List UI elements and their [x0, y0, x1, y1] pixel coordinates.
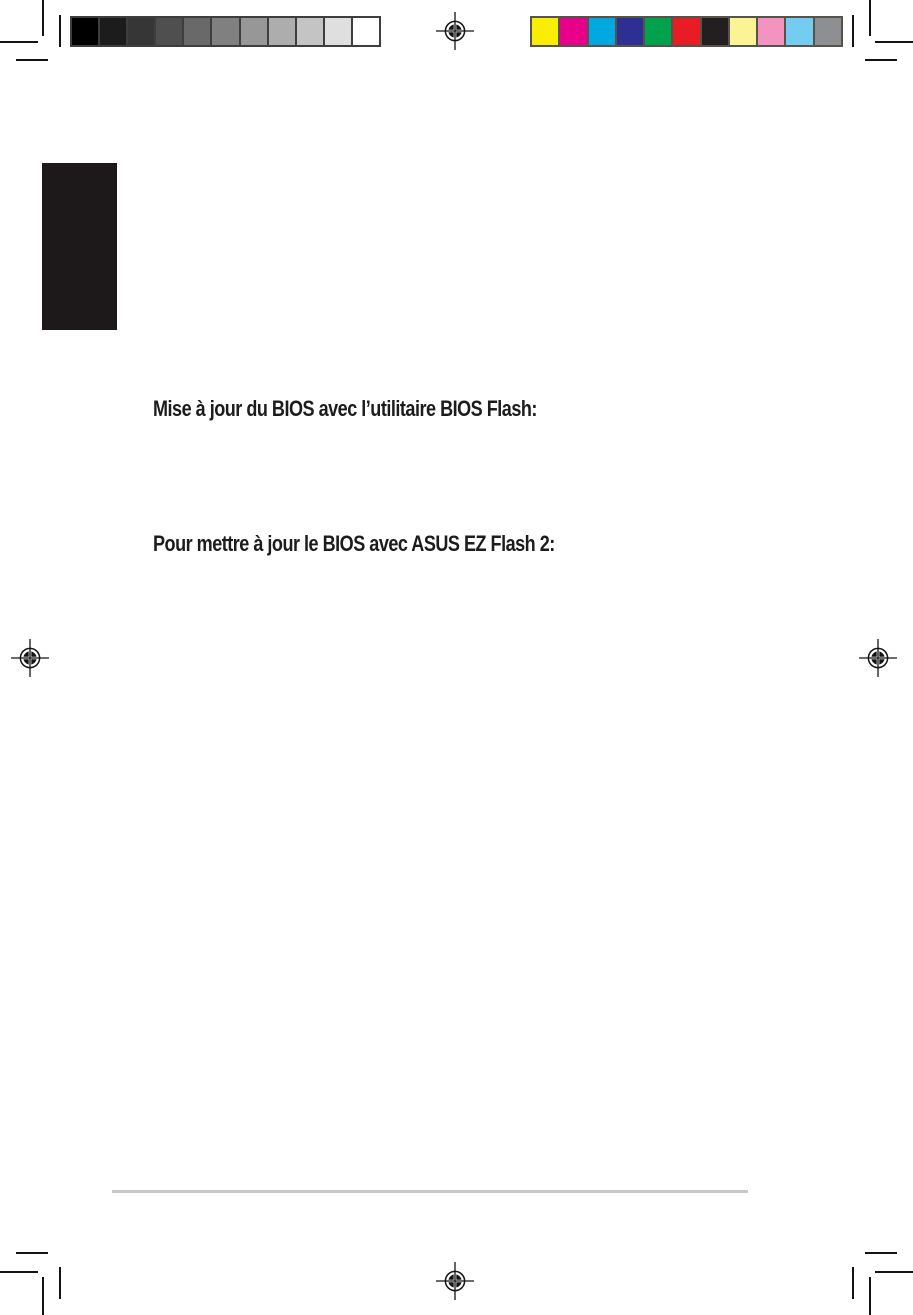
color-swatch — [297, 18, 323, 45]
color-swatch — [353, 18, 379, 45]
heading-bios-flash-utility: Mise à jour du BIOS avec l’utilitaire BIOS Flash: — [153, 396, 537, 421]
registration-mark-icon — [435, 11, 475, 51]
fold-mark — [16, 59, 48, 61]
crop-mark — [42, 0, 44, 36]
crop-mark — [869, 0, 871, 36]
color-swatch — [589, 18, 615, 45]
fold-mark — [865, 1252, 897, 1254]
color-swatch — [786, 18, 812, 45]
color-calibration-bar — [530, 16, 843, 47]
color-swatch — [269, 18, 295, 45]
crop-mark — [875, 41, 913, 43]
bar-tick-mark — [59, 15, 61, 47]
color-swatch — [156, 18, 182, 45]
color-swatch — [100, 18, 126, 45]
registration-mark-icon — [435, 1261, 475, 1301]
crop-mark — [0, 41, 38, 43]
color-swatch — [184, 18, 210, 45]
color-swatch — [212, 18, 238, 45]
registration-mark-icon — [858, 638, 898, 678]
fold-mark — [16, 1252, 48, 1254]
chapter-tab — [42, 163, 117, 330]
color-swatch — [532, 18, 558, 45]
color-swatch — [730, 18, 756, 45]
color-swatch — [128, 18, 154, 45]
crop-mark — [42, 1277, 44, 1315]
footer-rule — [112, 1190, 748, 1193]
color-swatch — [72, 18, 98, 45]
color-swatch — [325, 18, 351, 45]
fold-mark — [865, 59, 897, 61]
color-swatch — [617, 18, 643, 45]
registration-mark-icon — [10, 638, 50, 678]
bar-tick-mark — [852, 1267, 854, 1299]
grayscale-calibration-bar — [70, 16, 381, 47]
heading-ez-flash-2: Pour mettre à jour le BIOS avec ASUS EZ Flash 2: — [153, 531, 555, 556]
color-swatch — [815, 18, 841, 45]
crop-mark — [875, 1271, 913, 1273]
color-swatch — [673, 18, 699, 45]
color-swatch — [758, 18, 784, 45]
crop-mark — [869, 1277, 871, 1315]
color-swatch — [702, 18, 728, 45]
bar-tick-mark — [59, 1267, 61, 1299]
color-swatch — [560, 18, 586, 45]
crop-mark — [0, 1271, 38, 1273]
color-swatch — [645, 18, 671, 45]
bar-tick-mark — [852, 15, 854, 47]
color-swatch — [241, 18, 267, 45]
